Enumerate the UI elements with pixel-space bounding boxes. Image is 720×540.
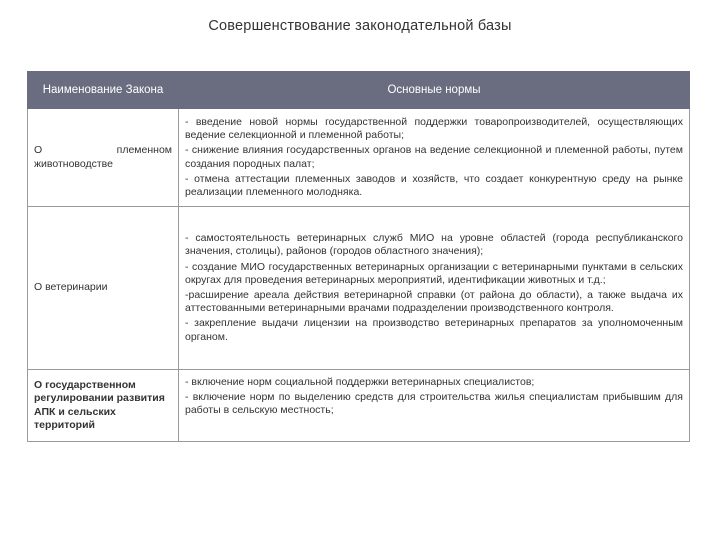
norm-item: - закрепление выдачи лицензии на производство ветеринарных препаратов за уполномоченным органом. xyxy=(185,317,683,343)
norm-item: - отмена аттестации племенных заводов и хозяйств, что создает конкурентную среду на рынке реализации племенного молодняка. xyxy=(185,172,683,198)
table-row xyxy=(28,207,690,370)
law-name-breeding: О племенном животноводстве xyxy=(28,109,179,207)
law-norms-agro-regulation xyxy=(179,370,690,442)
column-header-main-norms: Основные нормы xyxy=(179,72,690,109)
table-row xyxy=(28,370,690,442)
column-header-law-name: Наименование Закона xyxy=(28,72,179,109)
slide-title: Совершенствование законодательной базы xyxy=(208,18,512,34)
laws-table xyxy=(27,71,690,442)
norm-item: - создание МИО государственных ветеринарных организации с ветеринарными пунктами в сельских округах для проведения ветеринарных мероприятий, идентификации животных и т.д.; xyxy=(185,260,683,286)
table-row xyxy=(28,109,690,207)
norm-item: - включение норм по выделению средств для строительства жилья специалистам прибывшим для работы в сельскую местность; xyxy=(185,391,683,417)
law-name-agro-regulation: О государственном регулировании развития АПК и сельских территорий xyxy=(28,370,179,442)
law-norms-veterinary xyxy=(179,207,690,370)
law-name-veterinary: О ветеринарии xyxy=(28,207,179,370)
norm-item: - самостоятельность ветеринарных служб МИО на уровне областей (города республиканского значения, столицы), районов (городов областного значения); xyxy=(185,232,683,258)
norm-item: - снижение влияния государственных органов на ведение селекционной и племенной работы, путем создания породных палат; xyxy=(185,144,683,170)
table-header-row xyxy=(28,72,690,109)
law-norms-breeding xyxy=(179,109,690,207)
norm-item: -расширение ареала действия ветеринарной справки (от района до области), а также выдача их аттестованными ветеринарными врачами подразделении производственного контроля. xyxy=(185,289,683,315)
norm-item: - введение новой нормы государственной поддержки товаропроизводителей, осуществляющих ведение селекционной и племенной работы; xyxy=(185,115,683,142)
norm-item: - включение норм социальной поддержки ветеринарных специалистов; xyxy=(185,376,535,388)
